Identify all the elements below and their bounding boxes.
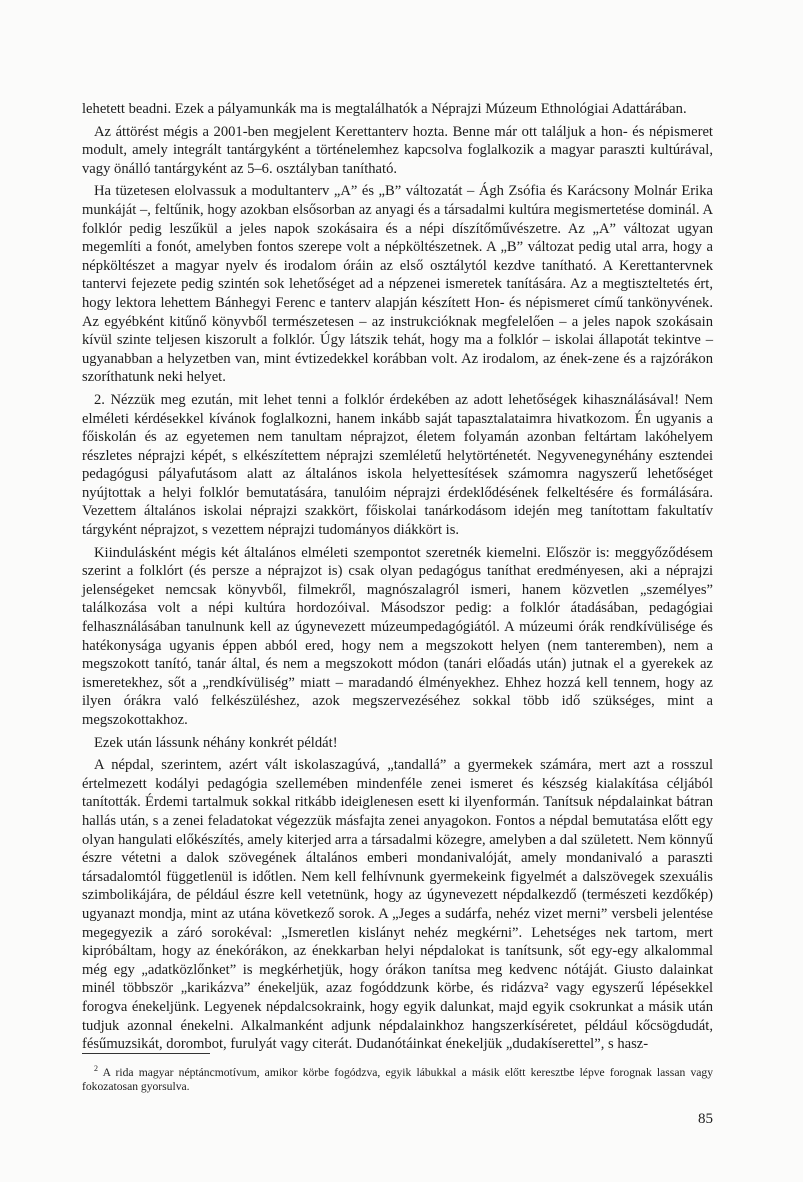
paragraph: Ezek után lássunk néhány konkrét példát!	[94, 734, 338, 751]
paragraph: lehetett beadni. Ezek a pályamunkák ma is megtalálhatók a Néprajzi Múzeum Ethnológiai Adattárában.	[82, 101, 687, 117]
paragraph: 2. Nézzük meg ezután, mit lehet tenni a folklór érdekében az adott lehetőségek kihasználásával! Nem elméleti kérdésekkel kívánok foglalkozni, hanem inkább saját tapasztalataimra hivatkozom. Én ugyanis a főiskolán és az egyetemen nem tanultam néprajzot, életem folyamán azonban feltártam lakóhelyem részletes néprajzi képét, s elkészítettem néprajzi szemléletű helytörténetét. Negyvenegynéhány esztendei pedagógusi pályafutásom alatt az általános iskola helyettesítések számomra nagyszerű lehetőséget nyújtottak a helyi folklór bemutatására, tanulóim néprajzi érdeklődésének felkeltésére és formálására. Vezettem általános iskolai néprajzi szakkört, főiskolai tanárkodásom idején meg tanítottam fakultatív tárgyként néprajzot, s vezettem néprajzi tudományos diákkört is.	[82, 391, 713, 539]
footnote-mark: 2	[94, 1064, 98, 1073]
paragraph: Ha tüzetesen elolvassuk a modultanterv „A” és „B” változatát – Ágh Zsófia és Karácsony Molnár Erika munkáját –, feltűnik, hogy azokban elsősorban az anyagi és a társadalmi kultúra megismertetése dominál. A folklór pedig leszűkül a jeles napok szokásaira és a népi díszítőművészetre. Az „A” változat ugyan megemlíti a fonót, amelyben fontos szerepe volt a népköltészetnek. A „B” változat pedig utal arra, hogy a népköltészet a magyar nyelv és irodalom óráin az első osztálytól kezdve tanítható. A Kerettantervnek tantervi fejezete pedig szintén sok lehetőséget ad a népzenei ismeretek tanítására. Az a megtiszteltetés ért, hogy lektora lehettem Bánhegyi Ferenc e tanterv alapján készített Hon- és népismeret című tankönyvének. Az egyébként kitűnő könyvből természetesen – az instrukcióknak megfelelően – a jeles napok szokásain kívül szinte teljesen kiszorult a folklór. Úgy látszik tehát, hogy ma a folklór – iskolai állapotát tekintve – ugyanabban a helyzetben van, mint évtizedekkel korábban volt. Az irodalom, az ének-zene és a rajzórákon szoríthatunk neki helyet.	[82, 183, 713, 386]
body-text	[82, 100, 713, 1058]
paragraph: Az áttörést mégis a 2001-ben megjelent Kerettanterv hozta. Benne már ott találjuk a hon- és népismeret modult, amely integrált tantárgyként a történelemhez kapcsolva foglalkozik a magyar paraszti kultúrával, vagy önálló tantárgyként az 5–6. osztályban tanítható.	[82, 123, 713, 177]
paragraph: A népdal, szerintem, azért vált iskolaszagúvá, „tandallá” a gyermekek számára, mert azt a rosszul értelmezett kodályi pedagógia szellemében mindenféle zenei ismeret és készség kialakítása céljából tanították. Érdemi tartalmuk sokkal ritkább ideiglenesen esett ki ilyenformán. Tanítsuk népdalainkat bátran hallás után, s a zenei feladatokat végezzük másfajta zenei anyagokon. Fontos a népdal bemutatása előtt egy olyan hangulati előkészítés, amely kiterjed arra a társadalmi közegre, amelyben a dal született. Nem könnyű észre vétetni a dalok szövegének általános emberi mondanivalóját, amely mondanivaló a paraszti társadalomtól függetlenül is időtlen. Nem kell felhívnunk gyermekeink figyelmét a dalszövegek szexuális szimbolikájára, de például észre kell vetetnünk, hogy az úgynevezett népdalkezdő (természeti kezdőkép) ugyanazt mondja, mint az utána következő sorok. A „Jeges a sudárfa, nehéz vizet merni” versbeli jelentése megegyezik a záró sorokéval: „Ismeretlen kislányt nehéz megkérni”. Lehetséges nek tartom, mert kipróbáltam, hogy az énekórákon, az énekkarban helyi népdalokat is tanítsunk, sőt egy-egy alkalommal még egy „adatközlőnket” is megkérhetjük, hogy órákon tanítsa meg kedvenc nótáját. Giusto dalainkat minél többször „karikázva” énekeljük, azaz fogóddzunk körbe, és ridázva² vagy egyszerű lépésekkel forogva énekeljünk. Legyenek népdalcsokraink, hogy egyik dalunkat, majd egyik csokrunkat a másik után tudjuk azonnal énekelni. Alkalmanként adjunk népdalainkhoz hangszerkíséretet, például kőcsögdudát, fésűmuzsikát, dorombot, furulyát vagy citerát. Dudanótáinkat énekeljük „dudakíserettel”, s hasz-	[82, 757, 713, 1053]
footnote-divider	[82, 1053, 210, 1054]
paragraph: Kiindulásként mégis két általános elméleti szempontot szeretnék kiemelni. Először is: meggyőződésem szerint a folklórt (és persze a néprajzot is) csak olyan pedagógus taníthat eredményesen, aki a néprajzi jelenségeket nemcsak könyvből, filmekről, magnószalagról ismeri, hanem közvetlen „személyes” találkozása volt a népi kultúra hordozóival. Másodszor pedig: a folklór átadásában, pedagógiai felhasználásában tanulnunk kell az úgynevezett múzeumpedagógiától. A múzeumi órák rendkívülisége és hatékonysága ugyanis éppen abból ered, hogy nem a megszokott helyen (nem tanteremben), nem a megszokott tanító, tanár által, és nem a megszokott módon (tanári előadás után) jutnak el a gyerekek az ismeretekhez, sőt a „rendkívüliség” miatt – maradandó élményekhez. Ehhez hozzá kell tennem, hogy az ilyen órákra való felkészüléshez, azok megszervezéséhez sokkal több idő szükséges, mint a megszokottakhoz.	[82, 544, 713, 728]
footnote	[82, 1062, 713, 1095]
footnote-text: A rida magyar néptáncmotívum, amikor körbe fogódzva, egyik lábukkal a másik előtt keresztbe lépve forognak lassan vagy fokozatosan gyorsulva.	[82, 1065, 713, 1094]
page-number: 85	[698, 1111, 713, 1127]
